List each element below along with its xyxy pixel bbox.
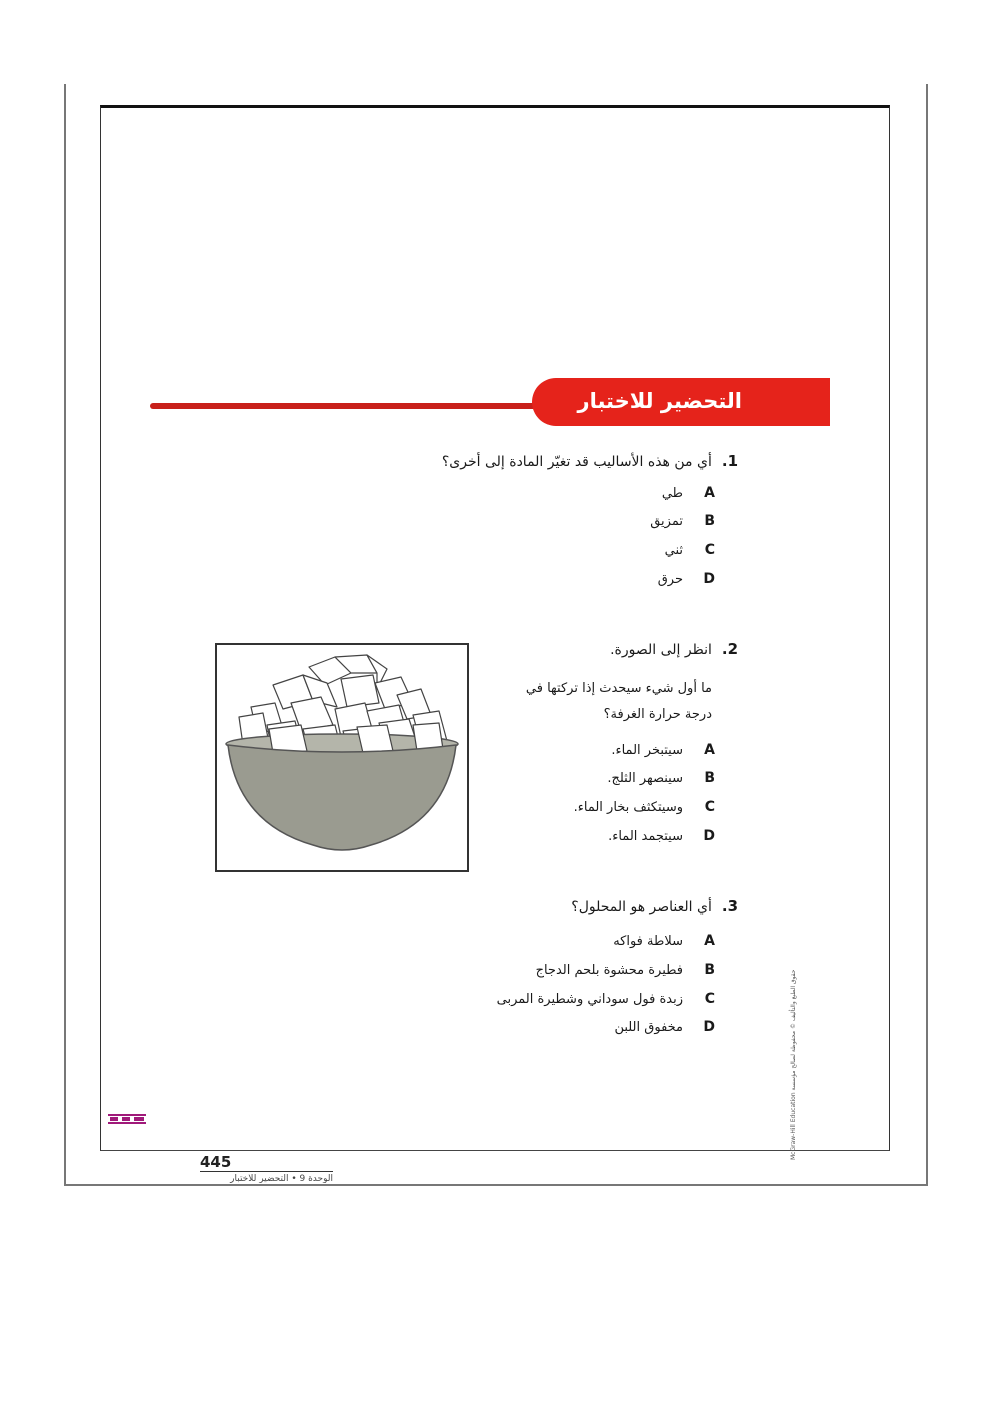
option-letter: C (704, 799, 715, 815)
question-2-prompt-line2: درجة حرارة الغرفة؟ (603, 707, 712, 722)
option-letter: D (703, 1019, 715, 1035)
question-2-prompt-line1: ما أول شيء سيحدث إذا تركتها في (525, 681, 712, 696)
option-letter: A (704, 742, 715, 758)
option-text: طي (661, 486, 683, 501)
q1-option-b[interactable] (650, 513, 715, 529)
q1-option-d[interactable] (658, 571, 715, 587)
q2-option-a[interactable] (611, 742, 715, 758)
q3-option-c[interactable] (497, 991, 715, 1007)
page-number: 445 (200, 1153, 232, 1171)
option-text: سينصهر الثلج. (607, 771, 683, 786)
option-letter: B (704, 513, 715, 529)
option-letter: C (704, 542, 715, 558)
option-text: زبدة فول سوداني وشطيرة المربى (496, 992, 683, 1007)
option-text: مخفوق اللبن (614, 1020, 683, 1035)
q1-option-a[interactable] (662, 485, 715, 501)
question-number: 2. (721, 640, 738, 658)
ice-bowl-illustration (217, 645, 467, 870)
option-letter: D (703, 828, 715, 844)
question-2 (610, 640, 738, 658)
q2-option-d[interactable] (608, 828, 715, 844)
question-number: 1. (721, 452, 738, 470)
option-letter: B (704, 962, 715, 978)
footer-text: الوحدة 9 • التحضير للاختبار (230, 1174, 333, 1183)
option-text: حرق (657, 572, 683, 587)
q3-option-b[interactable] (536, 962, 715, 978)
question-3 (571, 897, 738, 915)
question-text: أي العناصر هو المحلول؟ (571, 899, 712, 915)
option-text: ثني (664, 543, 683, 558)
option-text: سيتبخر الماء. (611, 743, 683, 758)
option-text: سلاطة فواكه (613, 934, 683, 949)
title-rule (150, 403, 560, 409)
question-text: انظر إلى الصورة. (610, 642, 712, 658)
option-text: تمزيق (650, 514, 683, 529)
option-letter: C (704, 991, 715, 1007)
option-letter: A (704, 933, 715, 949)
section-title-banner (532, 378, 830, 426)
option-text: فطيرة محشوة بلحم الدجاج (535, 963, 683, 978)
question-1 (442, 452, 738, 470)
question-number: 3. (721, 897, 738, 915)
footer-rule (200, 1171, 333, 1172)
ice-bowl-image (215, 643, 469, 872)
q2-option-c[interactable] (574, 799, 715, 815)
option-letter: D (703, 571, 715, 587)
question-text: أي من هذه الأساليب قد تغيّر المادة إلى أخرى؟ (441, 454, 712, 470)
option-text: سيتجمد الماء. (608, 829, 683, 844)
q1-option-c[interactable] (665, 542, 715, 558)
copyright-credit: McGraw-Hill Education حقوق الطبع والتأليف © محفوظة لصالح مؤسسة (790, 969, 797, 1160)
publisher-logo-icon (108, 1112, 146, 1124)
option-letter: B (704, 770, 715, 786)
q3-option-a[interactable] (613, 933, 715, 949)
section-title: التحضير للاختبار (577, 389, 742, 413)
q3-option-d[interactable] (614, 1019, 715, 1035)
page-border (100, 105, 890, 1151)
option-text: وسيتكثف بخار الماء. (573, 800, 683, 815)
q2-option-b[interactable] (607, 770, 715, 786)
option-letter: A (704, 485, 715, 501)
